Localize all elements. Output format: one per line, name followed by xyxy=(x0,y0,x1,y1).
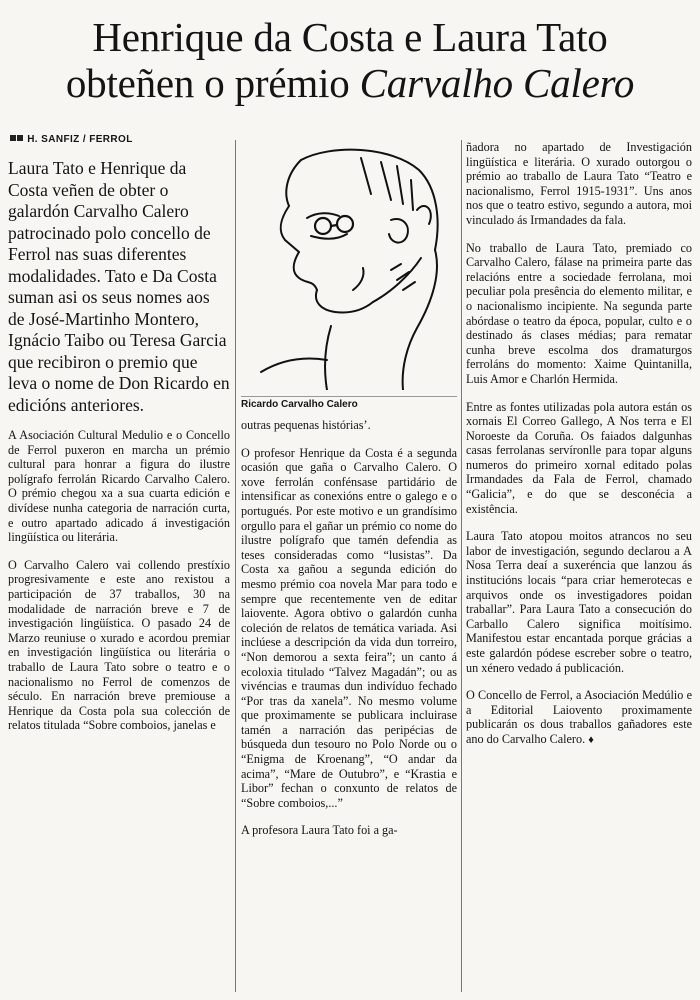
col3-paragraph-4: Laura Tato atopou moitos atrancos no seu labor de investigación, segundo declarou a A Nosa Terra deaí a suxeréncia que lanzou ás institucións locais “para criar hemerotecas e arquivos onde os investigadores poidan traballar”. Para Laura Tato a consecución do Carballo Calero significa moitísimo. Manifestou estar encantada porque grácias a este galardón pódese escreber sobre o teatro, un xénero vedado á publicación. xyxy=(466,529,692,675)
col3-paragraph-3: Entre as fontes utilizadas pola autora están os xornais El Correo Gallego, A Nos terra e El Noroeste da Coruña. Os faiados dalgunhas casas ferrolanas servíronlle para topar alguns numeros do primeiro xornal editado polas Irmandades da Fala de Ferrol, chamado “Galicia”, e do que se desconécia a existência. xyxy=(466,399,692,516)
headline-line-2-plain: obteñen o prémio xyxy=(65,60,360,106)
col1-paragraph-1: A Asociación Cultural Medulio e o Concello de Ferrol puxeron en marcha un prémio cultural para honrar a figura do ilustre polígrafo ferrolán Ricardo Carvalho Calero. O prémio chegou xa a sua cuarta edición e divídese nunha categoria de narración curta, e outro apartado adicado á investigación lingüística ou literária. xyxy=(8,428,230,545)
col3-paragraph-2: No traballo de Laura Tato, premiado co Carvalho Calero, fálase na primeira parte das relacións entre a sociedade ferrolana, moi peculiar pola presência do elemento militar, e o nacionalismo incipiente. Na segunda parte abórdase o teatro da época, popular, culto e o destinado ás clases médias; para rematar cunha breve escolma dos dramaturgos ferroláns do momento: Xaime Quintanilla, Luis Amor e Charlón Hermida. xyxy=(466,240,692,386)
portrait-drawing xyxy=(241,140,457,390)
headline-line-2-italic: Carvalho Calero xyxy=(359,60,635,106)
col2-paragraph-2: O profesor Henrique da Costa é a segunda ocasión que gaña o Carvalho Calero. O xove ferrolán confénsase partidário de intensificar as conexións entre o galego e o portugués. Por este motivo e un grandísimo orgullo para el gañar un prémio co nome do ilustre polígrafo que tamén defendia as teses consideradas como “lusistas”. Da Costa xa gañou a segunda edición do mesmo prémio coa novela Mar para todo e sempre que recentemente ven de editar laiovente. Agora obtivo o galardón cunha coleción de relatos de temática variada. Asi inclúese a descripción da vida dun torreiro, “Non demorou a sexta feira”; un canto á ecoloxia titulado “Talvez Magadán”; ou as vivéncias e traumas dun indivíduo fechado “Por tras da xanela”. No mesmo volume que proximamente se publicara incluirase tamén a narración das peripécias de búsqueda dun tesouro no Polo Norde ou o “Enigma de Kroenang”, “O andar da acima”, “Mare de Outubro”, e “Krastia e Libor” fechan o conxunto de relatos de “Sobre comboios,...” xyxy=(241,445,457,810)
col3-paragraph-5 xyxy=(466,688,692,747)
col2-paragraph-1: outras pequenas histórias’. xyxy=(241,418,371,432)
portrait-caption: Ricardo Carvalho Calero xyxy=(241,396,457,410)
col3-paragraph-1: ñadora no apartado de Investigación lingüística e literária. O xurado outorgou o prémio ao traballo de Laura Tato “Teatro e nacionalismo, Ferrol 1915-1931”. Uns anos nos que o teatro estivo, segundo a autora, moi vinculado ás Irmandades da fala. xyxy=(466,140,692,227)
end-mark-icon: ♦ xyxy=(588,733,594,746)
byline xyxy=(10,134,133,145)
col2-paragraph-3: A profesora Laura Tato foi a ga- xyxy=(241,823,398,838)
byline-square-icon xyxy=(17,135,23,141)
lede-paragraph: Laura Tato e Henrique da Costa veñen de obter o galardón Carvalho Calero patrocinado polo concello de Ferrol nas suas diferentes modalidades. Tato e Da Costa suman asi os seus nomes aos de José-Martinho Montero, Ignácio Taibo ou Teresa Garcia que recibiron o premio que leva o nome de Don Ricardo en edicións anteriores. xyxy=(8,158,230,415)
column-1 xyxy=(8,158,230,746)
byline-text: H. SANFIZ / FERROL xyxy=(27,134,133,145)
headline-line-1: Henrique da Costa e Laura Tato xyxy=(92,14,608,60)
headline-line-2 xyxy=(8,60,692,106)
col1-paragraph-2: O Carvalho Calero vai collendo prestíxio progresivamente e este ano rexistou a participación de 37 traballos, 30 na modalidade de narración breve e 7 de investigación lingüística. O pasado 24 de Marzo reuniuse o xurado e acordou premiar en investigación lingüística ou literária o traballo de Laura Tato sobre o teatro e o nacionalismo no Ferrol de comenzos de século. En narración breve premiouse a Henrique da Costa pola sua colección de relatos titulada “Sobre comboios, janelas e xyxy=(8,557,230,733)
portrait-sketch-icon xyxy=(241,140,457,390)
column-rule xyxy=(235,140,236,992)
byline-square-icon xyxy=(10,135,16,141)
column-3 xyxy=(466,140,692,761)
col3-paragraph-5-text: O Concello de Ferrol, a Asociación Medúlio e a Editorial Laiovento proximamente publicarán os dous traballos gañadores este ano do Carvalho Calero. xyxy=(466,688,692,746)
headline xyxy=(8,14,692,106)
column-2 xyxy=(241,140,457,851)
column-rule xyxy=(461,140,462,992)
